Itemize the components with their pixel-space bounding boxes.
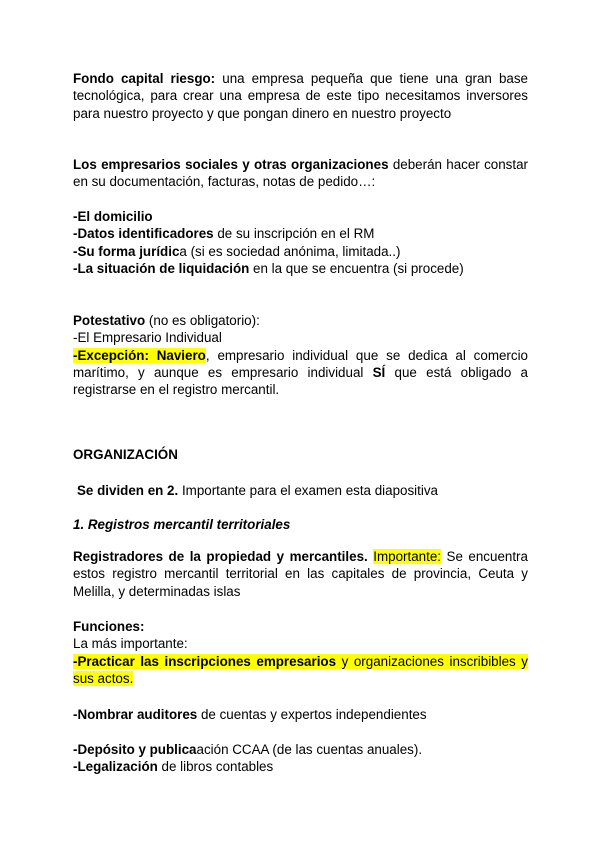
list-item-text: de su inscripción en el RM bbox=[213, 226, 375, 242]
legalizacion-line bbox=[73, 758, 528, 775]
organizacion-heading: ORGANIZACIÓN bbox=[73, 447, 178, 462]
list-item bbox=[73, 243, 528, 260]
funciones-section bbox=[73, 618, 528, 687]
practicar-inscripciones-paragraph bbox=[73, 653, 528, 688]
deposito-bold: -Depósito y publica bbox=[73, 742, 197, 757]
deposito-text: ación CCAA (de las cuentas anuales). bbox=[196, 742, 423, 757]
potestativo-item: -El Empresario Individual bbox=[73, 330, 222, 346]
nombrar-text: de cuentas y expertos independientes bbox=[197, 707, 427, 722]
registradores-label: Registradores de la propiedad y mercantiles. bbox=[73, 549, 368, 564]
list-item bbox=[73, 208, 528, 225]
empresarios-sociales-paragraph bbox=[73, 156, 528, 191]
fondo-label: Fondo capital riesgo: bbox=[73, 71, 216, 86]
nombrar-auditores-line bbox=[73, 706, 528, 723]
deposito-line bbox=[73, 741, 528, 758]
dividen-bold: Se dividen en 2. bbox=[77, 483, 179, 498]
registradores-text: Se encuentra estos registro mercantil territorial en las capitales de provincia, Ceuta y Melilla, y determinadas islas bbox=[73, 549, 528, 599]
list-item-bold: -Datos identificadores bbox=[73, 226, 214, 242]
dividen-text: Importante para el examen esta diapositiva bbox=[178, 483, 438, 498]
empresarios-text: deberán hacer constar en su documentación, facturas, notas de pedido…: bbox=[73, 157, 528, 190]
naviero-exception-text: , empresario individual que se dedica al comercio marítimo, y aunque es empresario individual bbox=[73, 347, 528, 380]
registros-heading: 1. Registros mercantil territoriales bbox=[73, 517, 291, 532]
fondo-text: una empresa pequeña que tiene una gran base tecnológica, para crear una empresa de este tipo necesitamos inversores para nuestro proyecto y que pongan dinero en nuestro proyecto bbox=[73, 71, 528, 121]
importante-highlight: Importante: bbox=[373, 549, 441, 564]
potestativo-heading bbox=[73, 312, 528, 329]
legalizacion-bold: -Legalización bbox=[73, 759, 158, 775]
deposito-legalizacion-section bbox=[73, 741, 528, 776]
potestativo-note: (no es obligatorio): bbox=[145, 313, 260, 328]
list-item-bold: -La situación de liquidación bbox=[73, 260, 250, 276]
funciones-heading: Funciones: bbox=[73, 619, 145, 634]
list-item-text: en la que se encuentra (si procede) bbox=[249, 260, 464, 276]
potestativo-section bbox=[73, 312, 528, 398]
list-item bbox=[73, 225, 528, 242]
requisitos-list bbox=[73, 208, 528, 277]
registradores-paragraph bbox=[73, 548, 528, 600]
dividen-paragraph bbox=[77, 482, 532, 499]
legalizacion-text: de libros contables bbox=[157, 759, 274, 775]
nombrar-bold: -Nombrar auditores bbox=[73, 707, 198, 722]
naviero-exception-label: -Excepción: Naviero bbox=[73, 347, 206, 363]
list-item-bold: -Su forma jurídic bbox=[73, 243, 180, 259]
funciones-subheading: La más importante: bbox=[73, 636, 188, 652]
list-item-bold: -El domicilio bbox=[73, 209, 153, 224]
fondo-capital-riesgo-paragraph bbox=[73, 70, 528, 122]
naviero-exception-text-end: que está obligado a registrarse en el registro mercantil. bbox=[73, 364, 529, 398]
practicar-text: y organizaciones inscribibles y sus actos. bbox=[73, 653, 528, 686]
practicar-bold: -Practicar las inscripciones empresarios bbox=[73, 653, 337, 669]
potestativo-label: Potestativo bbox=[73, 313, 146, 328]
naviero-si-emphasis: SÍ bbox=[372, 364, 386, 380]
naviero-exception-paragraph bbox=[73, 347, 528, 399]
empresarios-label: Los empresarios sociales y otras organizaciones bbox=[73, 157, 389, 172]
list-item-text: a (si es sociedad anónima, limitada..) bbox=[179, 243, 401, 259]
list-item bbox=[73, 260, 528, 277]
